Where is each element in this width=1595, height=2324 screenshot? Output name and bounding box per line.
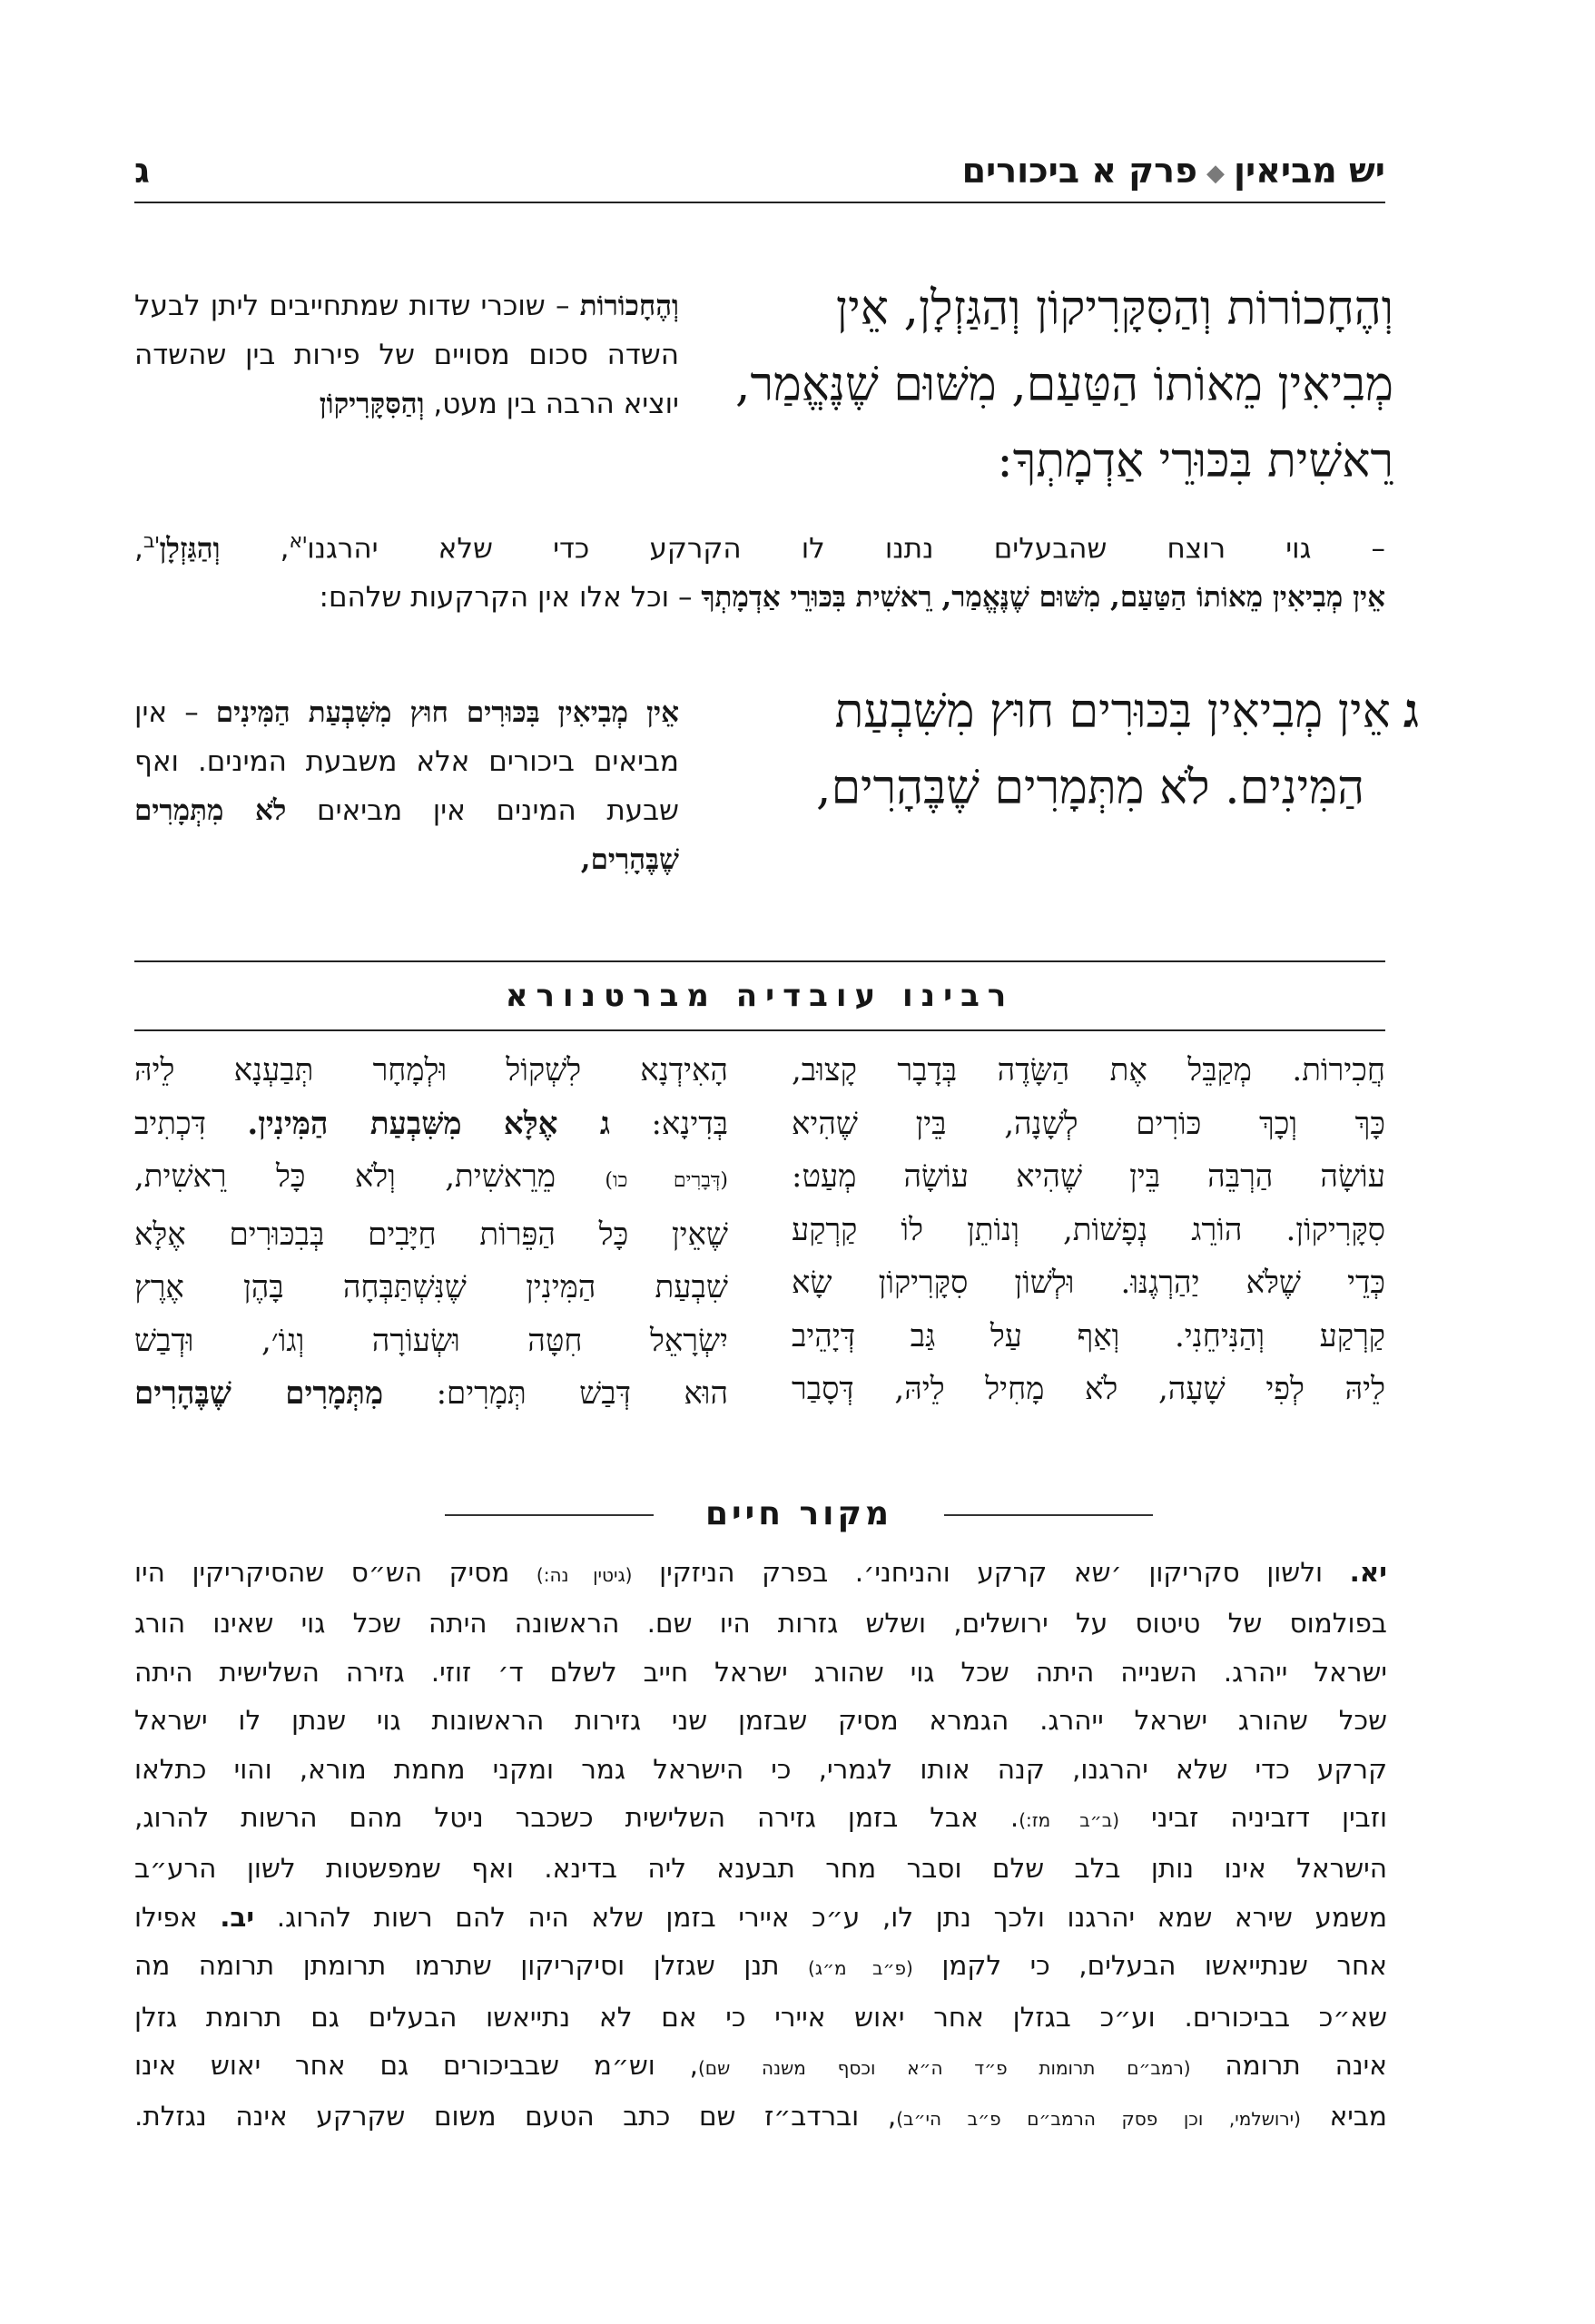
- bartenura-line: חֲכִירוֹת. מְקַבֵּל אֶת הַשָּׂדֶה בְּדָבָר קָצוּב,: [792, 1052, 1385, 1088]
- citation: (רמב״ם תרומות פ״ד ה״א וכסף משנה שם): [698, 2057, 1191, 2080]
- commentary-term: וְהֶחָכוֹרוֹת: [579, 290, 679, 322]
- mekor-line: בפולמוס של טיטוס על ירושלים, ושלש גזרות היו שם. הראשונה היתה שכל גוי שאינו הורג: [134, 1608, 1387, 1640]
- mekor-line: קרקע כדי שלא יהרגנו, קנה אותו לגמרי, כי הישראל גמר ומקני מחמת מורא, והוי כתלאו: [134, 1753, 1387, 1785]
- diamond-icon: ◆: [1206, 159, 1225, 187]
- mekor-text: . אבל בזמן גזירה השלישית כשכבר ניטל מהם הרשות להרוג,: [134, 1802, 1019, 1834]
- bartenura-title-bar: [134, 960, 1385, 1031]
- mekor-line: [134, 1794, 1387, 1845]
- commentary-text: – אין מביאים ביכורים אלא משבעת המינים. ואף שבעת המינים אין מביאים: [134, 696, 680, 827]
- running-head: [962, 145, 1385, 199]
- mekor-text: מסיק הש״ס שהסיקריקין היו: [134, 1557, 510, 1588]
- bartenura-line: [134, 1098, 728, 1151]
- mekor-line: הישראל אינו נותן בלב שלם וסבר מחר תבענא ליה בדינא. ואף שמפשטות לשון הרע״ב: [134, 1853, 1387, 1885]
- note-mark: יב.: [220, 1901, 255, 1933]
- mekor-line: [134, 2042, 1387, 2093]
- mekor-line: [134, 1894, 1387, 1942]
- bartenura-term: ג אֶלָּא מִשִּׁבְעַת הַמִּינִין.: [247, 1105, 611, 1142]
- mekor-text: ולשון סקריקון ׳שא קרקע והניחני׳. בפרק הניזקין: [659, 1557, 1324, 1588]
- mishna-1-line: מְבִיאִין מֵאוֹתוֹ הַטַּעַם, מִשּׁוּם שֶׁנֶּאֱמַר,: [734, 358, 1393, 412]
- mishna-2-line: הַמִּינִים. לֹא מִתְּמָרִים שֶׁבֶּהָרִים,: [816, 761, 1364, 815]
- mekor-line: שא״כ בביכורים. וע״כ בגזלן אחר יאוש איירי כי אם לא נתייאשו הבעלים גם תרומת גזלן: [134, 2001, 1387, 2033]
- bartenura-text: דִּכְתִיב: [134, 1105, 207, 1142]
- mishna-number: ג: [1403, 684, 1419, 739]
- commentary-term: לֹא מִתְּמָרִים שֶׁבֶּהָרִים,: [134, 794, 679, 876]
- citation: (ירושלמי, וכן פסק הרמב״ם פ״ב הי״ב): [896, 2108, 1301, 2131]
- commentary-term: וְהַגַּזְלָן: [159, 532, 221, 566]
- citation: (דְּבָרִים כו): [605, 1169, 729, 1192]
- page-header: [134, 145, 1385, 203]
- note-mark: יא.: [1349, 1557, 1387, 1588]
- mekor-chaim-title-row: [445, 1489, 1153, 1540]
- bartenura-line: הָאִידְנָא לִשְׁקוֹל וּלְמָחָר תְּבַעְנָא לֵיהּ: [134, 1052, 728, 1088]
- citation: (ב״ב מז:): [1019, 1809, 1120, 1832]
- mekor-chaim-body: [134, 1549, 1387, 2144]
- mekor-text: אחר שנתייאשו הבעלים, כי לקמן: [941, 1950, 1387, 1982]
- divider: [445, 1514, 654, 1516]
- bartenura-line: כְּדֵי שֶׁלֹּא יַהַרְגֶנּוּ. וּלְשׁוֹן סִקָּרִיקוֹן שָׂא: [792, 1265, 1385, 1301]
- commentary-line: [134, 573, 1385, 622]
- citation: (גיטין נה:): [536, 1564, 633, 1586]
- bartenura-line: עוֹשָׂה הַרְבֵּה בֵּין שֶׁהִיא עוֹשָׂה מְעַט:: [792, 1158, 1385, 1195]
- commentary-text: – וכל אלו אין הקרקעות שלהם:: [319, 581, 693, 615]
- mekor-text: , וש״מ שבביכורים גם אחר יאוש אינו: [134, 2050, 698, 2082]
- mekor-text: וזבין דזביניה זביני: [1151, 1802, 1387, 1834]
- chapter-title: פרק א ביכורים: [961, 151, 1197, 191]
- bartenura-line: לֵיהּ לְפִי שָׁעָה, לֹא מָחִיל לֵיהּ, דְּסָבַר: [792, 1371, 1385, 1407]
- mishna-2-line: [834, 674, 1419, 750]
- mishna-text: אֵין מְבִיאִין בִּכּוּרִים חוּץ מִשִּׁבְעַת: [834, 684, 1391, 739]
- bartenura-left-column: [134, 1044, 728, 1421]
- mishna-1-line: וְהֶחָכוֹרוֹת וְהַסִּקָּרִיקוֹן וְהַגַּזְלָן, אֵין: [835, 281, 1393, 336]
- bartenura-text: הוּא דְּבַשׁ תְּמָרִים:: [436, 1375, 729, 1412]
- mekor-text: אפילו: [134, 1901, 198, 1933]
- bartenura-text: בְּדִינָא:: [651, 1105, 729, 1142]
- bartenura-text: מֵרֵאשִׁית, וְלֹא כָּל רֵאשִׁית,: [134, 1158, 556, 1195]
- commentary-text: – גוי רוצח שהבעלים נתנו לו הקרקע כדי שלא יהרגנו: [307, 532, 1385, 566]
- commentary-1-full: [134, 517, 1385, 622]
- divider: [944, 1514, 1153, 1516]
- bartenura-line: כָּךְ וְכָךְ כּוֹרִים לְשָׁנָה, בֵּין שֶׁהִיא: [792, 1105, 1385, 1142]
- mekor-line: [134, 2093, 1387, 2143]
- mekor-line: ישראל ייהרג. השנייה היתה שכל גוי שהורג ישראל חייב לשלם ד׳ זוזי. גזירה השלישית היתה: [134, 1656, 1387, 1688]
- bartenura-line: שֶׁאֵין כָּל הַפֵּרוֹת חַיָּבִים בְּבִכּוּרִים אֶלָּא: [134, 1216, 728, 1253]
- mekor-chaim-title: מקור חיים: [704, 1495, 893, 1532]
- commentary-line: – גוי רוצח שהבעלים נתנו לו הקרקע כדי שלא יהרגנו$^{יא}$, וְהַגַּזְלָן$^{יב}$,: [134, 530, 1385, 566]
- commentary-term: אֵין מְבִיאִין מֵאוֹתוֹ הַטַּעַם, מִשּׁוּם שֶׁנֶּאֱמַר, רֵאשִׁית בִּכּוּרֵי אַדְמָתְךָ: [701, 581, 1385, 615]
- citation: (פ״ב מ״ג): [808, 1957, 913, 1980]
- commentary-text: – שוכרי שדות שמתחייבים ליתן לבעל השדה סכום מסויים של פירות בין שהשדה יוציא הרבה בין מעט,: [134, 290, 679, 420]
- mekor-text: מביא: [1329, 2101, 1387, 2132]
- footnote-mark: יב: [143, 530, 160, 553]
- mekor-text: תנן שגזלן וסיקריקון שתרמו תרומתן תרומה מה: [134, 1950, 780, 1982]
- mishna-1: [734, 271, 1393, 499]
- bartenura-line: [134, 1150, 728, 1208]
- commentary-term: וְהַסִּקָּרִיקוֹן: [319, 388, 425, 420]
- book-title: יש מביאין: [1234, 151, 1385, 191]
- bartenura-term: מִתְּמָרִים שֶׁבֶּהָרִים: [134, 1375, 384, 1412]
- mekor-line: [134, 1942, 1387, 1993]
- mishna-2: [816, 674, 1419, 826]
- mekor-line: [134, 1549, 1387, 1600]
- bartenura-line: שִׁבְעַת הַמִּינִין שֶׁנִּשְׁתַּבְּחָה בָּהֶן אֶרֶץ: [134, 1269, 728, 1305]
- mekor-text: אינה תרומה: [1225, 2050, 1387, 2082]
- mekor-line: שכל שהורג ישראל ייהרג. הגמרא מסיק שבזמן שני גזירות הראשונות גוי שנתן לו ישראל: [134, 1705, 1387, 1737]
- commentary-term: אֵין מְבִיאִין בִּכּוּרִים חוּץ מִשִּׁבְעַת הַמִּינִים: [215, 696, 679, 729]
- page-letter: ג: [134, 151, 150, 191]
- mekor-text: משמע שירא שמא יהרגנו ולכך נתן לו, ע״כ איירי בזמן שלא היה להם רשות להרוג.: [276, 1901, 1387, 1933]
- mishna-1-line: רֵאשִׁית בִּכּוּרֵי אַדְמָתְךָ:: [997, 434, 1393, 488]
- bartenura-right-column: [792, 1044, 1385, 1416]
- mekor-text: , וברדב״ז שם כתב הטעם משום שקרקע אינה נגזלת.: [134, 2101, 897, 2132]
- bartenura-line: סִקָּרִיקוֹן. הוֹרֵג נְפָשׁוֹת, וְנוֹתֵן לוֹ קַרְקַע: [792, 1211, 1385, 1248]
- bartenura-line: [134, 1367, 728, 1421]
- commentary-2: [134, 688, 679, 884]
- bartenura-line: קַרְקַע וְהַנִּיחֵנִי. וְאַף עַל גַּב דְּיָהֵיב: [792, 1317, 1385, 1354]
- commentary-1-side: [134, 281, 679, 478]
- bartenura-title: רבינו עובדיה מברטנורא: [505, 978, 1015, 1014]
- bartenura-line: יִשְׂרָאֵל חִטָּה וּשְׂעוֹרָה וְגוֹ׳, וּדְבַשׁ: [134, 1322, 728, 1359]
- footnote-mark: יא: [289, 530, 308, 553]
